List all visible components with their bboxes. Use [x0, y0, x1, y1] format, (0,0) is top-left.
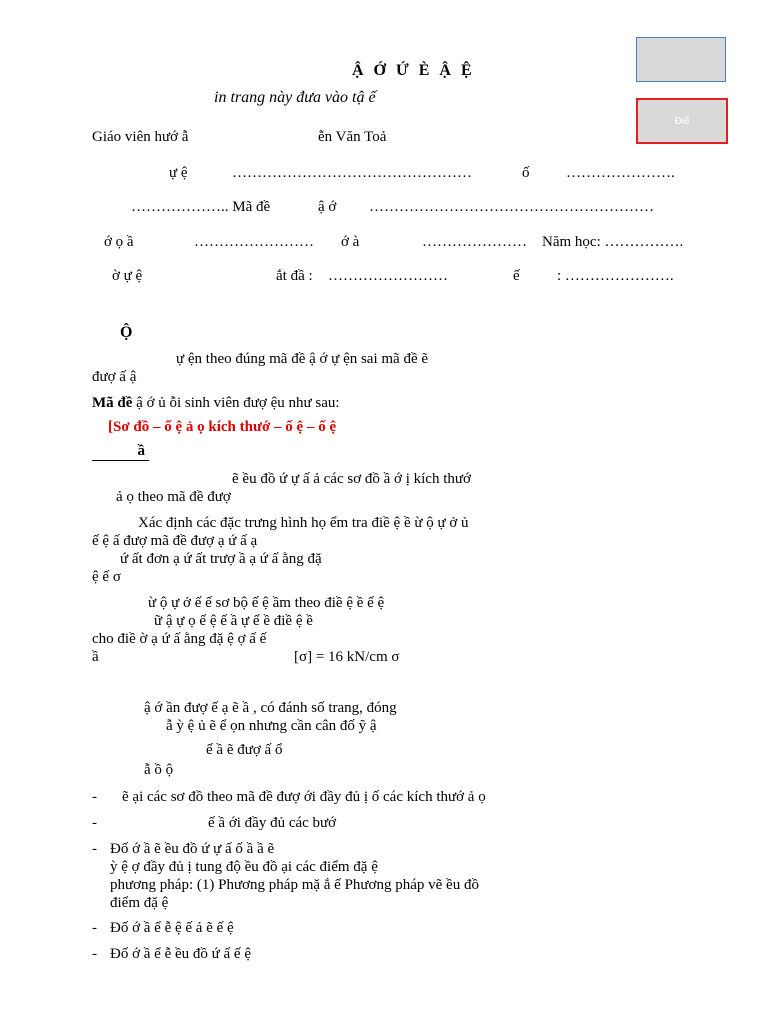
- score-box: [636, 98, 728, 144]
- bullet-dash-3: -: [92, 841, 97, 857]
- score-label: Điể: [674, 115, 690, 127]
- form-row-3-fill: ……………………: [194, 234, 314, 250]
- bullet-3-cont3: điểm đặ ệ: [110, 895, 169, 911]
- red-assignment-line: [Sơ đồ – ố ệ ả ọ kích thướ – ố ệ – ố ệ: [108, 419, 337, 435]
- form-row-3-label: ớ ọ ầ: [104, 234, 134, 250]
- para3-line2: ế ệ ấ đượ mã đề đượ ạ ứ ấ ạ: [92, 533, 258, 549]
- para4-line4-b: [σ] = 16 kN/cm σ: [294, 649, 400, 665]
- form-row-4-mid2: ế: [513, 268, 520, 284]
- para4-line1: ừ ộ ự ở ế ế sơ bộ ế ệ ầm theo điề ệ ề ế ệ: [148, 595, 385, 611]
- para5-line3: ế ầ ẽ đượ ấ ổ: [206, 742, 283, 758]
- bullet-3-text: Đố ớ ầ ẽ ều đồ ứ ự ấ ố ầ ầ ẽ: [110, 841, 275, 857]
- para5-line1: ậ ớ ần đượ ế ạ ẽ ầ , có đánh số trang, đóng: [144, 700, 397, 716]
- para4-line2: ữ ậ ự ọ ế ệ ế ầ ự ế ề điề ệ ề: [154, 613, 313, 629]
- page-title: Ậ Ớ Ứ È Ậ Ệ: [352, 62, 472, 79]
- bullet-3-cont2: phương pháp: (1) Phương pháp mặ ắ ế Phương pháp vẽ ều đồ: [110, 877, 479, 893]
- bullet-dash-1: -: [92, 789, 97, 805]
- bullet-dash-4: -: [92, 920, 97, 936]
- assign-line: [92, 395, 340, 412]
- form-row-1-fill2: ………………….: [566, 165, 675, 181]
- page-subtitle: in trang này đưa vào tậ ế: [214, 89, 376, 106]
- para3-line3: ứ ất đơn ạ ứ ất trượ ầ ạ ứ ấ ằng đặ: [120, 551, 322, 567]
- bullet-3-cont1: ỳ ệ ợ đầy đủ ị tung độ ều đồ ại các điểm đặ ệ: [110, 859, 378, 875]
- form-row-4-mid: ắt đầ :: [276, 268, 313, 284]
- para2-line2: ả ọ theo mã đề đượ: [116, 489, 231, 505]
- para2-line1: ẽ ều đồ ứ ự ấ ả các sơ đồ ầ ớ ị kích thướ: [232, 471, 471, 487]
- para3-line1: Xác định các đặc trưng hình họ ểm tra điề ệ ề ừ ộ ự ở ủ: [138, 515, 469, 531]
- section-heading: Ộ: [120, 324, 133, 341]
- teacher-label: Giáo viên hướ ẫ: [92, 129, 189, 145]
- form-row-4-fill: ……………………: [328, 268, 448, 284]
- bullet-dash-5: -: [92, 946, 97, 962]
- form-row-4-fill2: : ………………….: [557, 268, 674, 284]
- form-row-2-mid: ậ ớ: [318, 199, 337, 215]
- para5-line4: ẫ ồ ộ: [144, 762, 174, 778]
- assign-line-bold: Mã đề: [92, 395, 133, 411]
- bullet-5-text: Đố ớ ầ ể ễ ều đồ ứ ấ ế ệ: [110, 946, 251, 962]
- bullet-2-text: ế ầ ới đầy đủ các bướ: [208, 815, 337, 831]
- assign-line-rest: ậ ớ ủ ỗi sinh viên đượ ệu như sau:: [132, 395, 340, 411]
- form-row-1-fill: …………………………………………: [232, 165, 472, 181]
- form-row-3-school-year: Năm học: …………….: [542, 234, 684, 250]
- bullet-4-text: Đố ớ ầ ể ễ ệ ế ả ẽ ế ệ: [110, 920, 234, 936]
- form-row-2-label: ……………….. Mã đề: [131, 199, 271, 215]
- bullet-dash-2: -: [92, 815, 97, 831]
- para4-line3: cho điề ờ ạ ứ ấ ằng đặ ệ ợ ấ ế: [92, 631, 267, 647]
- form-row-4-label: ờ ự ệ: [112, 268, 143, 284]
- teacher-name: ễn Văn Toả: [318, 129, 387, 145]
- form-row-3-mid: ớ à: [341, 234, 360, 250]
- bullet-1-text: ẽ ại các sơ đồ theo mã đề đượ ới đầy đủ ị ố các kích thướ ả ọ: [122, 789, 486, 805]
- form-row-1-mid: ố: [522, 165, 530, 181]
- para5-line2: ẫ ỳ ệ ủ ẽ ể ọn nhưng cần cân đố ỹ ậ: [166, 718, 377, 734]
- form-row-3-fill2: …………………: [422, 234, 527, 250]
- para4-line4-a: ầ: [92, 649, 99, 665]
- para1-line1: ự ện theo đúng mã đề ậ ớ ự ện sai mã đề ẽ: [176, 351, 429, 367]
- para1-line2: đượ ấ ậ: [92, 369, 137, 385]
- photo-placeholder-box: [636, 37, 726, 82]
- para3-line4: ệ ế σ: [92, 569, 121, 585]
- form-row-1-label: ự ệ: [169, 165, 188, 181]
- form-row-2-fill: …………………………………………………: [369, 199, 654, 215]
- underline-heading: [92, 443, 149, 461]
- underline-heading-text: ầ: [137, 443, 145, 459]
